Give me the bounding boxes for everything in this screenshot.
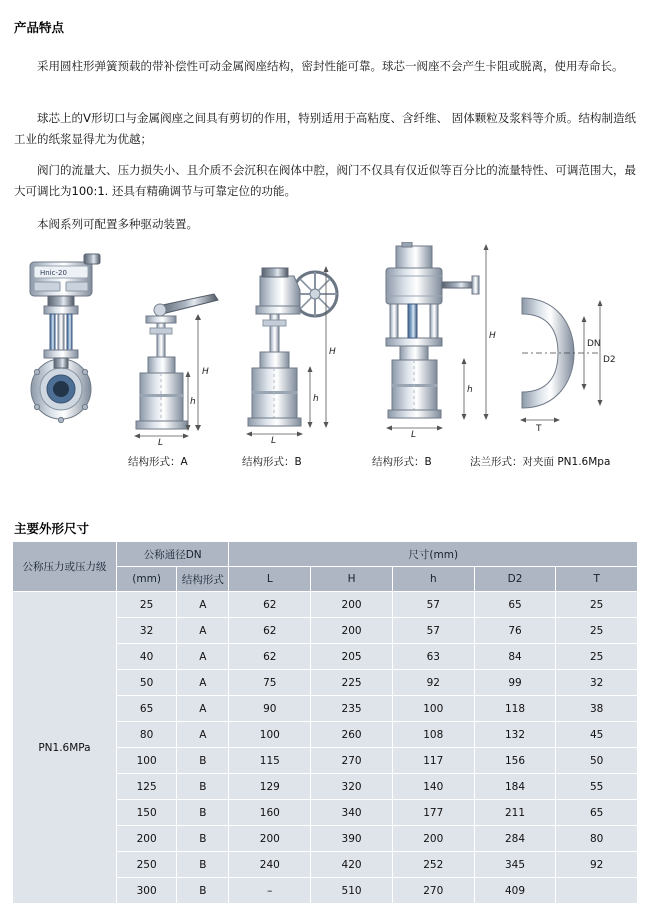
header-D2: D2 — [474, 567, 556, 592]
cell-T: 45 — [556, 722, 638, 748]
cell-structure: B — [177, 774, 229, 800]
cell-h: 57 — [392, 618, 474, 644]
dimensions-table-head — [13, 542, 638, 592]
cell-D2: 156 — [474, 748, 556, 774]
cell-D2: 409 — [474, 878, 556, 904]
header-nominal-diameter-group: 公称通径DN — [116, 542, 229, 567]
cell-h: 177 — [392, 800, 474, 826]
cell-T: 38 — [556, 696, 638, 722]
cell-dn: 50 — [116, 670, 176, 696]
cell-dn: 40 — [116, 644, 176, 670]
cell-T: 25 — [556, 644, 638, 670]
dimensions-section-title: 主要外形尺寸 — [14, 521, 90, 536]
figure-wafer-flange-section — [500, 288, 620, 438]
cell-h: 57 — [392, 592, 474, 618]
cell-D2: 65 — [474, 592, 556, 618]
header-size-group: 尺寸(mm) — [229, 542, 638, 567]
cell-L: 100 — [229, 722, 311, 748]
header-T: T — [556, 567, 638, 592]
cell-structure: B — [177, 852, 229, 878]
figure-caption-2: 结构形式：B — [242, 456, 302, 468]
svg-text:Hnic-20: Hnic-20 — [40, 269, 67, 277]
cell-H: 340 — [311, 800, 393, 826]
header-structure-form: 结构形式 — [177, 567, 229, 592]
table-row — [13, 592, 638, 618]
cell-L: 90 — [229, 696, 311, 722]
cell-dn: 125 — [116, 774, 176, 800]
cell-H: 510 — [311, 878, 393, 904]
svg-text:h: h — [467, 385, 473, 395]
cell-h: 92 — [392, 670, 474, 696]
cell-T: 65 — [556, 800, 638, 826]
cell-H: 270 — [311, 748, 393, 774]
header-dn-unit: (mm) — [116, 567, 176, 592]
cell-dn: 250 — [116, 852, 176, 878]
figure-structure-b-pneumatic-valve — [360, 242, 500, 447]
cell-h: 252 — [392, 852, 474, 878]
product-figures — [0, 228, 650, 468]
cell-H: 260 — [311, 722, 393, 748]
cell-dn: 65 — [116, 696, 176, 722]
svg-text:H: H — [329, 347, 336, 357]
cell-h: 200 — [392, 826, 474, 852]
cell-structure: A — [177, 670, 229, 696]
cell-L: 75 — [229, 670, 311, 696]
cell-structure: B — [177, 800, 229, 826]
svg-text:L: L — [271, 436, 277, 446]
cell-T — [556, 878, 638, 904]
cell-structure: A — [177, 618, 229, 644]
figure-caption-1: 结构形式：A — [128, 456, 188, 468]
cell-structure: B — [177, 826, 229, 852]
cell-H: 420 — [311, 852, 393, 878]
svg-text:DN: DN — [587, 339, 601, 349]
header-L: L — [229, 567, 311, 592]
cell-dn: 300 — [116, 878, 176, 904]
figure-structure-a-lever-valve — [128, 276, 238, 446]
cell-H: 235 — [311, 696, 393, 722]
figure-caption-3: 结构形式：B — [372, 456, 432, 468]
cell-T: 25 — [556, 592, 638, 618]
cell-D2: 345 — [474, 852, 556, 878]
cell-L: 129 — [229, 774, 311, 800]
cell-D2: 99 — [474, 670, 556, 696]
cell-D2: 284 — [474, 826, 556, 852]
svg-text:h: h — [190, 397, 196, 407]
cell-D2: 211 — [474, 800, 556, 826]
cell-T: 80 — [556, 826, 638, 852]
header-H: H — [311, 567, 393, 592]
cell-D2: 76 — [474, 618, 556, 644]
features-paragraph-1: 采用圆柱形弹簧预载的带补偿性可动金属阀座结构，密封性能可靠。球芯一阀座不会产生卡阻或脱离，使用寿命长。 — [37, 58, 624, 73]
cell-dn: 100 — [116, 748, 176, 774]
cell-T: 55 — [556, 774, 638, 800]
cell-D2: 118 — [474, 696, 556, 722]
figure-electric-actuated-valve — [22, 252, 137, 442]
cell-structure: A — [177, 592, 229, 618]
cell-structure: B — [177, 878, 229, 904]
svg-text:H: H — [489, 331, 496, 341]
cell-L: 160 — [229, 800, 311, 826]
dimensions-table — [12, 541, 638, 904]
svg-text:T: T — [536, 424, 542, 434]
features-section-title: 产品特点 — [14, 20, 65, 35]
cell-D2: 132 — [474, 722, 556, 748]
cell-h: 270 — [392, 878, 474, 904]
cell-L: 240 — [229, 852, 311, 878]
svg-text:h: h — [313, 394, 319, 404]
dimensions-table-body — [13, 592, 638, 904]
cell-L: 200 — [229, 826, 311, 852]
cell-H: 200 — [311, 592, 393, 618]
cell-H: 390 — [311, 826, 393, 852]
figure-structure-b-gear-valve — [238, 246, 353, 446]
cell-h: 108 — [392, 722, 474, 748]
cell-structure: A — [177, 644, 229, 670]
cell-H: 225 — [311, 670, 393, 696]
cell-h: 117 — [392, 748, 474, 774]
cell-L: 62 — [229, 644, 311, 670]
cell-h: 100 — [392, 696, 474, 722]
cell-structure: A — [177, 722, 229, 748]
cell-structure: A — [177, 696, 229, 722]
cell-H: 200 — [311, 618, 393, 644]
svg-text:D2: D2 — [603, 355, 616, 365]
cell-T: 50 — [556, 748, 638, 774]
cell-dn: 25 — [116, 592, 176, 618]
cell-dn: 80 — [116, 722, 176, 748]
cell-T: 32 — [556, 670, 638, 696]
cell-pressure-class: PN1.6MPa — [13, 592, 117, 904]
cell-dn: 32 — [116, 618, 176, 644]
cell-H: 205 — [311, 644, 393, 670]
cell-L: 62 — [229, 618, 311, 644]
features-paragraph-4: 本阀系列可配置多种驱动装置。 — [37, 216, 198, 231]
svg-text:L: L — [158, 438, 164, 446]
figure-caption-4: 法兰形式：对夹面 PN1.6Mpa — [470, 456, 611, 468]
cell-H: 320 — [311, 774, 393, 800]
features-paragraph-3: 阀门的流量大、压力损失小、且介质不会沉积在阀体中腔，阀门不仅具有仅近似等百分比的流量特性、可调范围大，最大可调比为100:1. 还具有精确调节与可靠定位的功能。 — [14, 162, 636, 198]
cell-D2: 184 — [474, 774, 556, 800]
features-paragraph-2: 球芯上的V形切口与金属阀座之间具有剪切的作用，特别适用于高粘度、含纤维、 固体颗粒及浆料等介质。结构制造纸工业的纸浆显得尤为优越； — [14, 110, 636, 146]
header-pressure-class: 公称压力或压力级 — [13, 542, 117, 592]
cell-L: 115 — [229, 748, 311, 774]
cell-T: 92 — [556, 852, 638, 878]
cell-L: 62 — [229, 592, 311, 618]
svg-text:L: L — [411, 430, 417, 440]
cell-h: 140 — [392, 774, 474, 800]
cell-D2: 84 — [474, 644, 556, 670]
cell-T: 25 — [556, 618, 638, 644]
cell-h: 63 — [392, 644, 474, 670]
cell-L: – — [229, 878, 311, 904]
cell-structure: B — [177, 748, 229, 774]
cell-dn: 150 — [116, 800, 176, 826]
svg-text:H: H — [202, 367, 209, 377]
header-h: h — [392, 567, 474, 592]
cell-dn: 200 — [116, 826, 176, 852]
table-header-row-1 — [13, 542, 638, 567]
